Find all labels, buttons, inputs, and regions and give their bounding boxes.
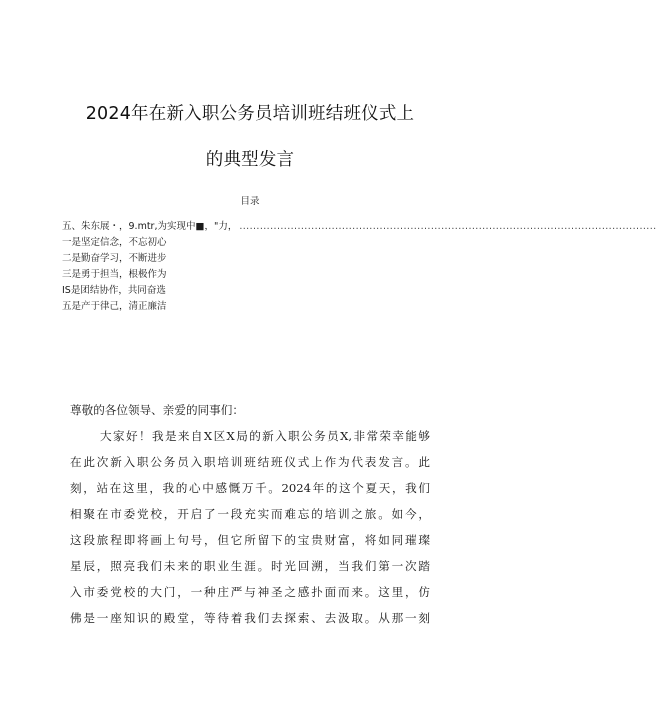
toc-entry: [62, 219, 657, 235]
toc-entry: 一是坚定信念，不忘初心: [62, 237, 167, 248]
toc-leader-dots: ..........................................................................................................................: [239, 221, 657, 232]
toc-entry: 二是勤奋学习，不断进步: [62, 253, 167, 264]
paragraph-line: 入市委党校的大门，一种庄严与神圣之感扑面而来。这里，仿: [70, 585, 430, 599]
speech-body: [70, 397, 430, 631]
table-of-contents: [62, 219, 657, 315]
document-title-line-1: 2024年在新入职公务员培训班结班仪式上: [85, 104, 415, 124]
toc-entry: IS是团结协作，共同奋选: [62, 285, 166, 296]
toc-entry: 三是勇于担当，根极作为: [62, 269, 167, 280]
toc-heading: 目录: [240, 196, 260, 207]
document-title-line-2: 的典型发言: [205, 150, 295, 170]
toc-entry-label: 五、朱东展・，9.mtr,为实现中■，"力，: [62, 221, 238, 232]
paragraph-line: 刻，站在这里，我的心中感慨万千。2024年的这个夏天，我们: [70, 481, 430, 495]
paragraph-line: 相聚在市委党校，开启了一段充实而难忘的培训之旅。如今，: [70, 507, 430, 521]
paragraph-line: 大家好！我是来自X区X局的新入职公务员X,非常荣幸能够: [100, 429, 430, 443]
paragraph-line: 星辰，照亮我们未来的职业生涯。时光回溯，当我们第一次踏: [70, 559, 430, 573]
paragraph-line: 佛是一座知识的殿堂，等待着我们去探索、去汲取。从那一刻: [70, 611, 430, 625]
paragraph-line: 这段旅程即将画上句号，但它所留下的宝贵财富，将如同璀璨: [70, 533, 430, 547]
toc-entry: 五是产于律己，清正廉洁: [62, 301, 167, 312]
paragraph-line: 在此次新入职公务员入职培训班结班仪式上作为代表发言。此: [70, 455, 430, 469]
salutation: 尊敬的各位领导、亲爱的同事们：: [70, 403, 244, 417]
